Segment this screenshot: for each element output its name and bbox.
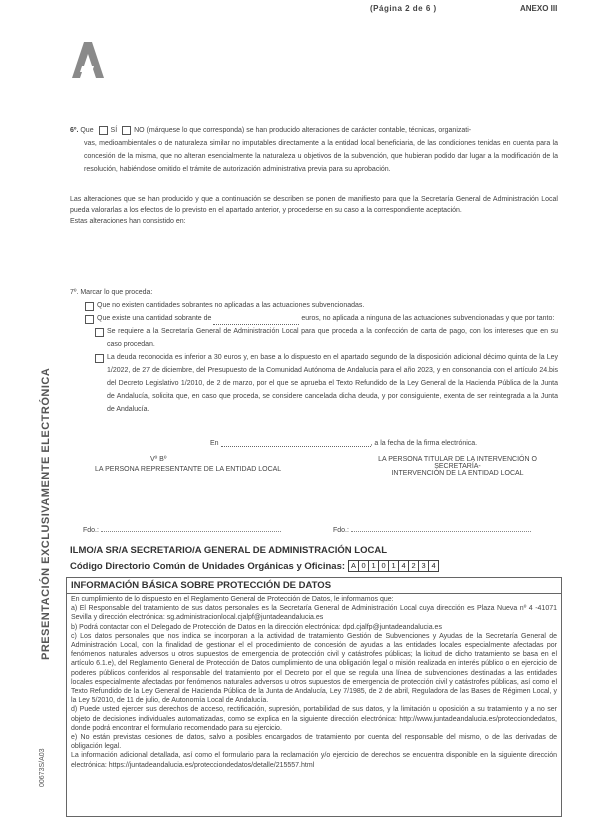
checkbox-payment-letter[interactable] (95, 328, 104, 337)
intervention-label: LA PERSONA TITULAR DE LA INTERVENCIÓN O SECRETARÍA- INTERVENCIÓN DE LA ENTIDAD LOCAL (378, 456, 537, 477)
vertical-presentation-notice: PRESENTACIÓN EXCLUSIVAMENTE ELECTRÓNICA (40, 367, 52, 660)
checkbox-surplus[interactable] (85, 315, 94, 324)
page-number: (Página 2 de 6 ) (370, 4, 437, 13)
section-6-number: 6º. (70, 127, 79, 134)
form-code: 00673S/A03 (39, 748, 46, 787)
checkbox-no[interactable] (122, 126, 131, 135)
data-protection-body: En cumplimiento de lo dispuesto en el Reglamento General de Protección de Datos, le informamos que: a) El Responsable del tratamiento de sus datos personales es la Secretaría General de Administración Local cuya dirección es Plaza Nueva nº 4 -41071 Sevilla y dirección electrónica: sg.administracionlocal.cjalpf@juntadeandalucia.es b) Podrá contactar con el Delegado de Protección de Datos en la dirección electrónica: dpd.cjalfp@juntadeandalucia.es c) Los datos personales que nos indica se incorporan a la actividad de tratamiento Gestión de Subvenciones y Ayudas de la Secretaría General de Administración Local, con la finalidad de gestionar el el procedimiento de concesión de ayudas a las entidades locales especialmente afectadas por fenómenos naturales adversos u otros supuestos de emergencia de protección civil y catástrofes públicas; la licitud de dicho tratamiento se basa en el artículo 6.1.e), del Reglamento General de Protección de Datos cumplimiento de una obligación legal o misión realizada en interés público o en ejercicio de poderes públicos conferidos al responsable del tratamiento por el Decreto por el que se regula una línea de subvenciones destinadas a las entidades locales especialmente afectadas por fenómenos naturales adversos u otros supuestos de emergencia de protección civil y catástrofes públicas, así como el Texto Refundido de la Ley General de Hacienda Pública de la Junta de Andalucía, Ley 7/1985, de 2 de abril, Reguladora de las Bases de Régimen Local, y la Ley 5/2010, de 11 de julio, de Autonomía Local de Andalucía. d) Puede usted ejercer sus derechos de acceso, rectificación, supresión, portabilidad de sus datos, y la limitación u oposición a su tratamiento y a no ser objeto de decisiones individuales automatizadas, como se explica en la siguiente dirección electrónica: http://www.juntadeandalucia.es/protecciondedatos, donde podrá encontrar el formulario recomendado para su ejercicio. e) No están previstas cesiones de datos, salvo a posibles encargados de tratamiento por cuenta del responsable del mismo, o de las derivadas de obligación legal. La información adicional detallada, así como el formulario para la reclamación y/o ejercicio de derechos se encuentra disponible en la siguiente dirección electrónica: https://juntadeandalucia.es/protecciondedatos/detalle/215557.html (71, 596, 557, 769)
code-cell: 4 (398, 560, 409, 572)
section-6-body: vas, medioambientales o de naturaleza similar no imputables directamente a la entidad local beneficiaria, de las condiciones tenidas en cuenta para la concesión de la misma, que no alteran esencialmente la naturaleza u objetivos de la subvención, que hubieran podido dar lugar a la modificación de la resolución, habiéndose omitido el trámite de autorización administrativa previa para su aprobación. (84, 140, 558, 173)
representative-label: LA PERSONA REPRESENTANTE DE LA ENTIDAD LOCAL (95, 466, 282, 473)
signature-place: En , a la fecha de la firma electrónica. (210, 440, 478, 447)
annex-label: ANEXO III (520, 4, 558, 13)
code-cell: 4 (428, 560, 439, 572)
data-protection-title: INFORMACIÓN BÁSICA SOBRE PROTECCIÓN DE DATOS (67, 578, 561, 594)
section-7: 7º. Marcar lo que proceda: Que no existen cantidades sobrantes no aplicadas a las actuaciones subvencionadas. Que existe una cantidad sobrante de euros, no aplicada a ninguna de las actuaciones subvencionadas y que por tanto: Se requiere a la Secretaría General de Administración Local para que proceda a la confección de carta de pago, con los intereses que en su caso procedan. La deuda reconocida es inferior a 30 euros y, en base a lo dispuesto en el apartado segundo de la disposición adicional décimo quinta de la Ley 1/2022, de 27 de diciembre, del Presupuesto de la Comunidad Autónoma de Andalucía para el año 2023, y en consonancia con el artículo 24.bis del Decreto Legislativo 1/2010, de 2 de marzo, por el que se aprueba el Texto Refundido de la Ley General de la Hacienda Pública de la Junta de Andalucía, solicita que, en caso que proceda, se considere cancelada dicha deuda, y por consiguiente, exenta de ser reintegrada a la Junta de Andalucía. (70, 286, 558, 416)
code-cell: 3 (418, 560, 429, 572)
code-cell: 1 (388, 560, 399, 572)
code-cell: A (348, 560, 359, 572)
junta-andalucia-logo-icon (70, 40, 106, 80)
code-cell: 0 (358, 560, 369, 572)
checkbox-no-surplus[interactable] (85, 302, 94, 311)
data-protection-box (66, 577, 562, 817)
section-7-title: 7º. Marcar lo que proceda: (70, 289, 153, 296)
checkbox-debt-cancel[interactable] (95, 354, 104, 363)
section-6: 6º. Que SÍ NO (márquese lo que corresponda) se han producido alteraciones de carácter contable, técnicas, organizati- vas, medioambientales o de naturaleza similar no imputables directamente a la entidad local beneficiaria, de las condiciones tenidas en cuenta para la concesión de la misma, que no alteran esencialmente la naturaleza u objetivos de la subvención, que hubieran podido dar lugar a la modificación de la resolución, habiéndose omitido el trámite de autorización administrativa previa para su aprobación. (70, 124, 558, 176)
checkbox-yes[interactable] (99, 126, 108, 135)
directory-code-cells (349, 560, 439, 572)
directory-code: Código Directorio Común de Unidades Orgánicas y Oficinas: A 0 1 0 1 4 2 3 4 (70, 560, 439, 572)
section-6-alterations: Las alteraciones que se han producido y que a continuación se describen se ponen de manifiesto para que la Secretaría General de Administración Local pueda valorarlas a los efectos de lo previsto en el apartado anterior, y procederse en su caso a la correspondiente aceptación. Estas alteraciones han consistido en: (70, 196, 558, 225)
code-cell: 0 (378, 560, 389, 572)
vobo-label: Vº Bº (150, 456, 167, 463)
code-cell: 2 (408, 560, 419, 572)
place-field[interactable] (221, 438, 371, 447)
signature-fdo-representative[interactable]: Fdo.: (83, 524, 281, 534)
surplus-amount-field[interactable] (213, 316, 299, 325)
addressee-title: ILMO/A SR/A SECRETARIO/A GENERAL DE ADMINISTRACIÓN LOCAL (70, 545, 388, 556)
code-cell: 1 (368, 560, 379, 572)
signature-fdo-intervention[interactable]: Fdo.: (333, 524, 531, 534)
